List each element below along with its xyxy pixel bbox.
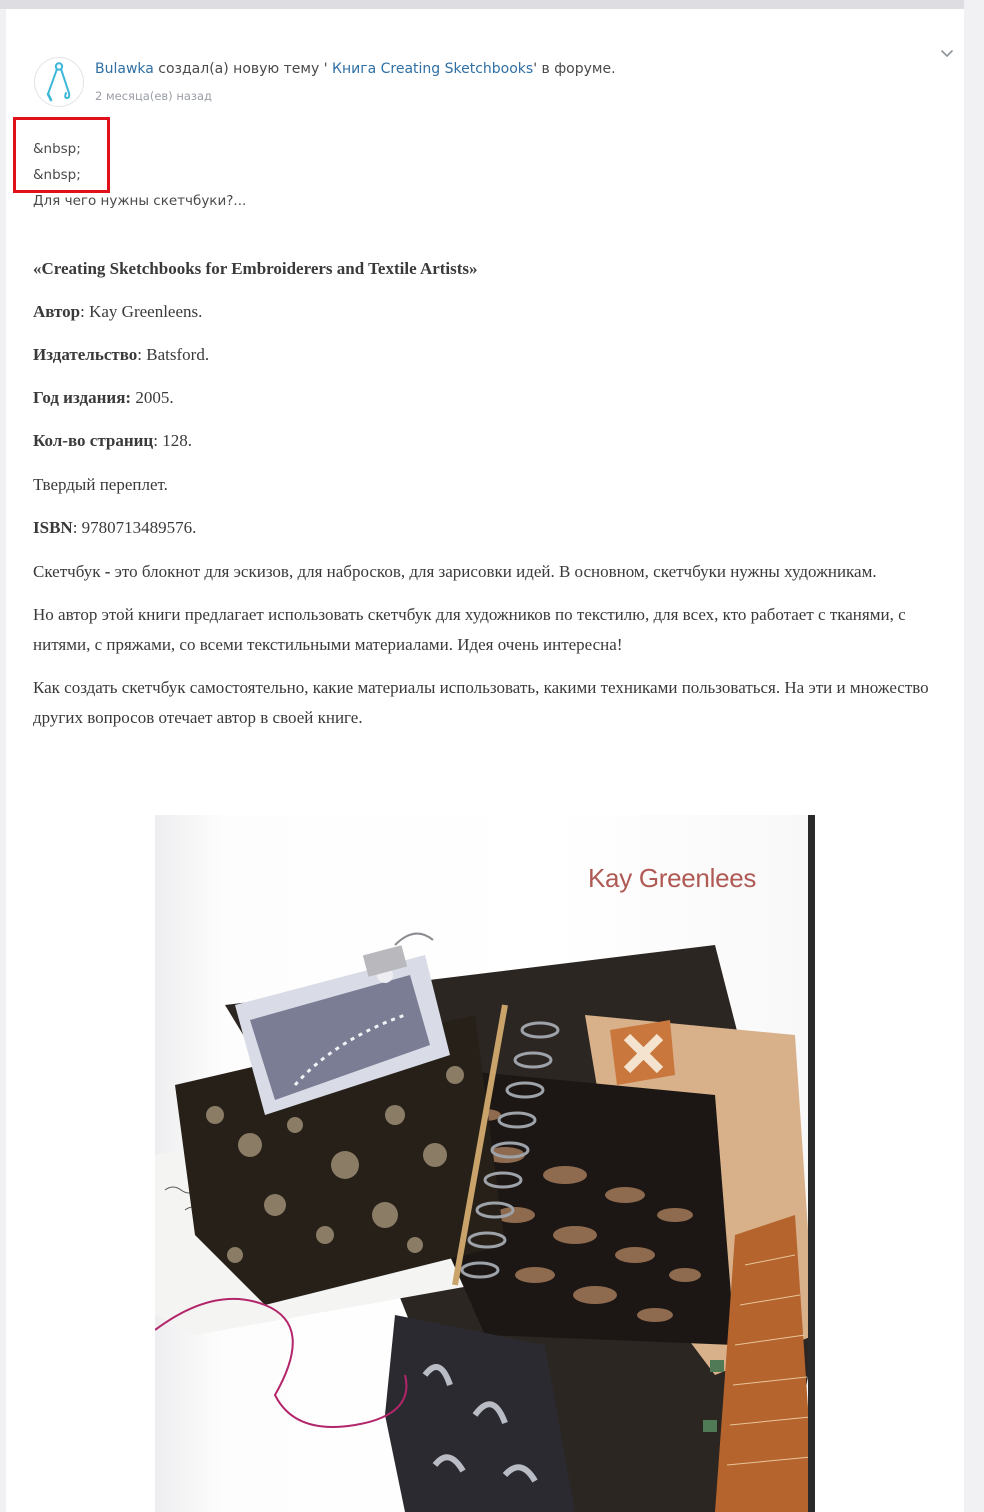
safety-pin-icon (35, 58, 85, 108)
activity-header (95, 61, 616, 77)
topic-link[interactable]: Книга Creating Sketchbooks (327, 61, 534, 77)
highlight-box (13, 117, 110, 193)
cover-author-name: Kay Greenlees (588, 863, 757, 893)
pages-label: Кол-во страниц (33, 431, 154, 450)
action-text: создал(а) новую тему ' (153, 61, 328, 77)
book-title: «Creating Sketchbooks for Embroiderers and Textile Artists» (33, 259, 478, 278)
isbn-label: ISBN (33, 518, 73, 537)
isbn-value: : 9780713489576. (72, 518, 197, 537)
post-excerpt: Для чего нужны скетчбуки?... (33, 193, 247, 209)
paragraph-1-dash: - (104, 562, 111, 581)
author-value: : Kay Greenleens. (80, 302, 203, 321)
isbn-line (33, 518, 196, 538)
cover-spine (808, 815, 815, 1512)
book-cover-image (155, 815, 815, 1512)
sketchbook-illustration (155, 815, 815, 1512)
paragraph-1 (33, 557, 943, 587)
author-line (33, 302, 202, 322)
suffix-text: ' в форуме. (533, 61, 616, 77)
pages-value: : 128. (153, 431, 192, 450)
top-divider (0, 0, 964, 9)
year-value: 2005. (131, 388, 174, 407)
paragraph-3: Как создать скетчбук самостоятельно, какие материалы использовать, какими техниками пользоваться. На эти и множество других вопросов отечает автор в своей книге. (33, 678, 929, 727)
nbsp-text-1: &nbsp; (33, 141, 81, 157)
avatar[interactable] (34, 57, 84, 107)
author-link[interactable]: Bulawka (95, 61, 154, 77)
binding-line: Твердый переплет. (33, 475, 168, 494)
paragraph-1-start: Скетчбук (33, 562, 105, 581)
nbsp-text-2: &nbsp; (33, 167, 81, 183)
chevron-down-icon[interactable] (938, 44, 956, 62)
year-label: Год издания: (33, 388, 132, 407)
year-line (33, 388, 174, 408)
author-label: Автор (33, 302, 81, 321)
timestamp: 2 месяца(ев) назад (95, 89, 212, 103)
pages-line (33, 431, 192, 451)
paragraph-2: Но автор этой книги предлагает использовать скетчбук для художников по текстилю, для всех, кто работает с тканями, с нитями, с пряжами, со всеми текстильными материалами. Идея очень интересна! (33, 605, 906, 654)
paragraph-1-rest: это блокнот для эскизов, для набросков, для зарисовки идей. В основном, скетчбуки нужны художникам. (110, 562, 877, 581)
publisher-label: Издательство (33, 345, 138, 364)
publisher-value: : Batsford. (137, 345, 210, 364)
publisher-line (33, 345, 209, 365)
